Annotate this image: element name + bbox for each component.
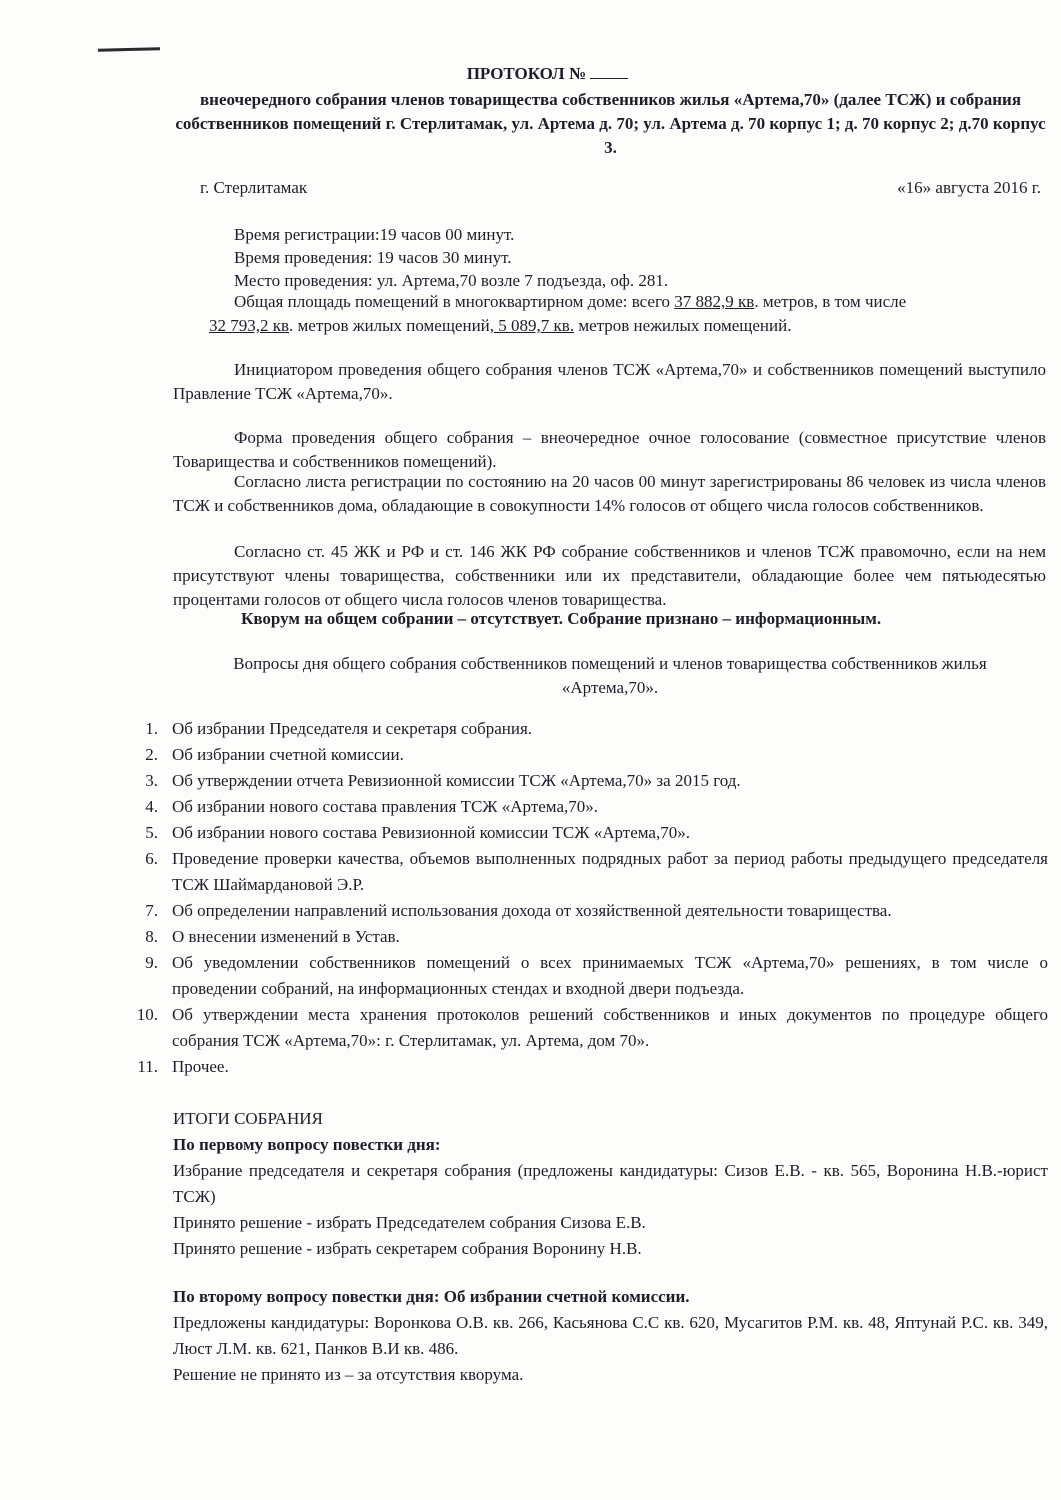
document-title	[150, 64, 945, 84]
agenda-title: Вопросы дня общего собрания собственников помещений и членов товарищества собственников жилья «Артема,70».	[233, 654, 987, 697]
form-paragraph: Форма проведения общего собрания – внеочередное очное голосование (совместное присутствие членов Товарищества и собственников помещений).	[173, 428, 1046, 471]
q2-decision: Решение не принято из – за отсутствия кворума.	[173, 1365, 524, 1384]
meeting-location: Место проведения: ул. Артема,70 возле 7 подъезда, оф. 281.	[234, 271, 669, 290]
list-item: 5. Об избрании нового состава Ревизионной комиссии ТСЖ «Артема,70».	[145, 823, 690, 842]
initiator-paragraph: Инициатором проведения общего собрания членов ТСЖ «Артема,70» и собственников помещений выступило Правление ТСЖ «Артема,70».	[173, 360, 1046, 403]
agenda-list	[118, 716, 1048, 1080]
quorum-statement: Кворум на общем собрании – отсутствует. Собрание признано – информационным.	[241, 609, 882, 628]
city: г. Стерлитамак	[200, 178, 308, 197]
results-section	[173, 1106, 1048, 1388]
meeting-time: Время проведения: 19 часов 30 минут.	[234, 248, 512, 267]
list-item: 8. О внесении изменений в Устав.	[145, 927, 400, 946]
q1-decision-chair: Принято решение - избрать Председателем собрания Сизова Е.В.	[173, 1213, 646, 1232]
list-item: 6. Проведение проверки качества, объемов выполненных подрядных работ за период работы предыдущего председателя ТСЖ Шаймардановой Э.Р.	[145, 849, 1048, 894]
list-item: 4. Об избрании нового состава правления ТСЖ «Артема,70».	[145, 797, 598, 816]
registration-paragraph: Согласно листа регистрации по состоянию на 20 часов 00 минут зарегистрированы 86 человек из числа членов ТСЖ и собственников дома, обладающие в совокупности 14% голосов от общего числа голосов собственников.	[173, 472, 1046, 515]
list-item: 3. Об утверждении отчета Ревизионной комиссии ТСЖ «Артема,70» за 2015 год.	[145, 771, 741, 790]
area-total: 37 882,9 кв	[674, 292, 755, 311]
results-title: ИТОГИ СОБРАНИЯ	[173, 1109, 323, 1128]
list-item: 9. Об уведомлении собственников помещений о всех принимаемых ТСЖ «Артема,70» решениях, в том числе о проведении собраний, на информационных стендах и входной двери подъезда.	[145, 953, 1048, 998]
list-item: 10. Об утверждении места хранения протоколов решений собственников и иных документов по процедуре общего собрания ТСЖ «Артема,70»: г. Стерлитамак, ул. Артема, дом 70».	[136, 1005, 1048, 1050]
date: «16» августа 2016 г.	[897, 178, 1041, 197]
registration-time: Время регистрации:19 часов 00 минут.	[234, 225, 515, 244]
law-paragraph: Согласно ст. 45 ЖК и РФ и ст. 146 ЖК РФ собрание собственников и членов ТСЖ правомочно, если на нем присутствуют члены товарищества, собственники или их представители, обладающие более чем пятьюдесятью процентами голосов от общего числа голосов членов товарищества.	[173, 542, 1046, 609]
area-nonresidential: 5 089,7 кв.	[494, 316, 575, 335]
list-item: 1. Об избрании Председателя и секретаря собрания.	[145, 719, 533, 738]
area-paragraph: Общая площадь помещений в многоквартирном доме: всего 37 882,9 кв. метров, в том числе 32 793,2 кв. метров жилых помещений, 5 089,7 кв. метров нежилых помещений.	[173, 290, 1046, 338]
protocol-number-blank	[590, 64, 628, 79]
q2-text: Предложены кандидатуры: Воронкова О.В. кв. 266, Касьянова С.С кв. 620, Мусагитов Р.М. кв. 48, Яптунай Р.С. кв. 349, Люст Л.М. кв. 621, Панков В.И кв. 486.	[173, 1313, 1048, 1358]
pen-mark	[98, 47, 160, 52]
q2-heading: По второму вопросу повестки дня: Об избрании счетной комиссии.	[173, 1287, 690, 1306]
list-item: 11. Прочее.	[137, 1057, 229, 1076]
q1-decision-secretary: Принято решение - избрать секретарем собрания Воронину Н.В.	[173, 1239, 642, 1258]
list-item: 2. Об избрании счетной комиссии.	[145, 745, 404, 764]
title-text: ПРОТОКОЛ №	[466, 64, 587, 83]
q1-text: Избрание председателя и секретаря собрания (предложены кандидатуры: Сизов Е.В. - кв. 565, Воронина Н.В.-юрист ТСЖ)	[173, 1161, 1048, 1206]
q1-heading: По первому вопросу повестки дня:	[173, 1135, 441, 1154]
list-item: 7. Об определении направлений использования дохода от хозяйственной деятельности товарищества.	[145, 901, 892, 920]
area-residential: 32 793,2 кв	[209, 316, 290, 335]
document-subtitle: внеочередного собрания членов товарищества собственников жилья «Артема,70» (далее ТСЖ) и собрания собственников помещений г. Стерлитамак, ул. Артема д. 70; ул. Артема д. 70 корпус 1; д. 70 корпус 2; д.70 корпус 3.	[175, 90, 1046, 157]
